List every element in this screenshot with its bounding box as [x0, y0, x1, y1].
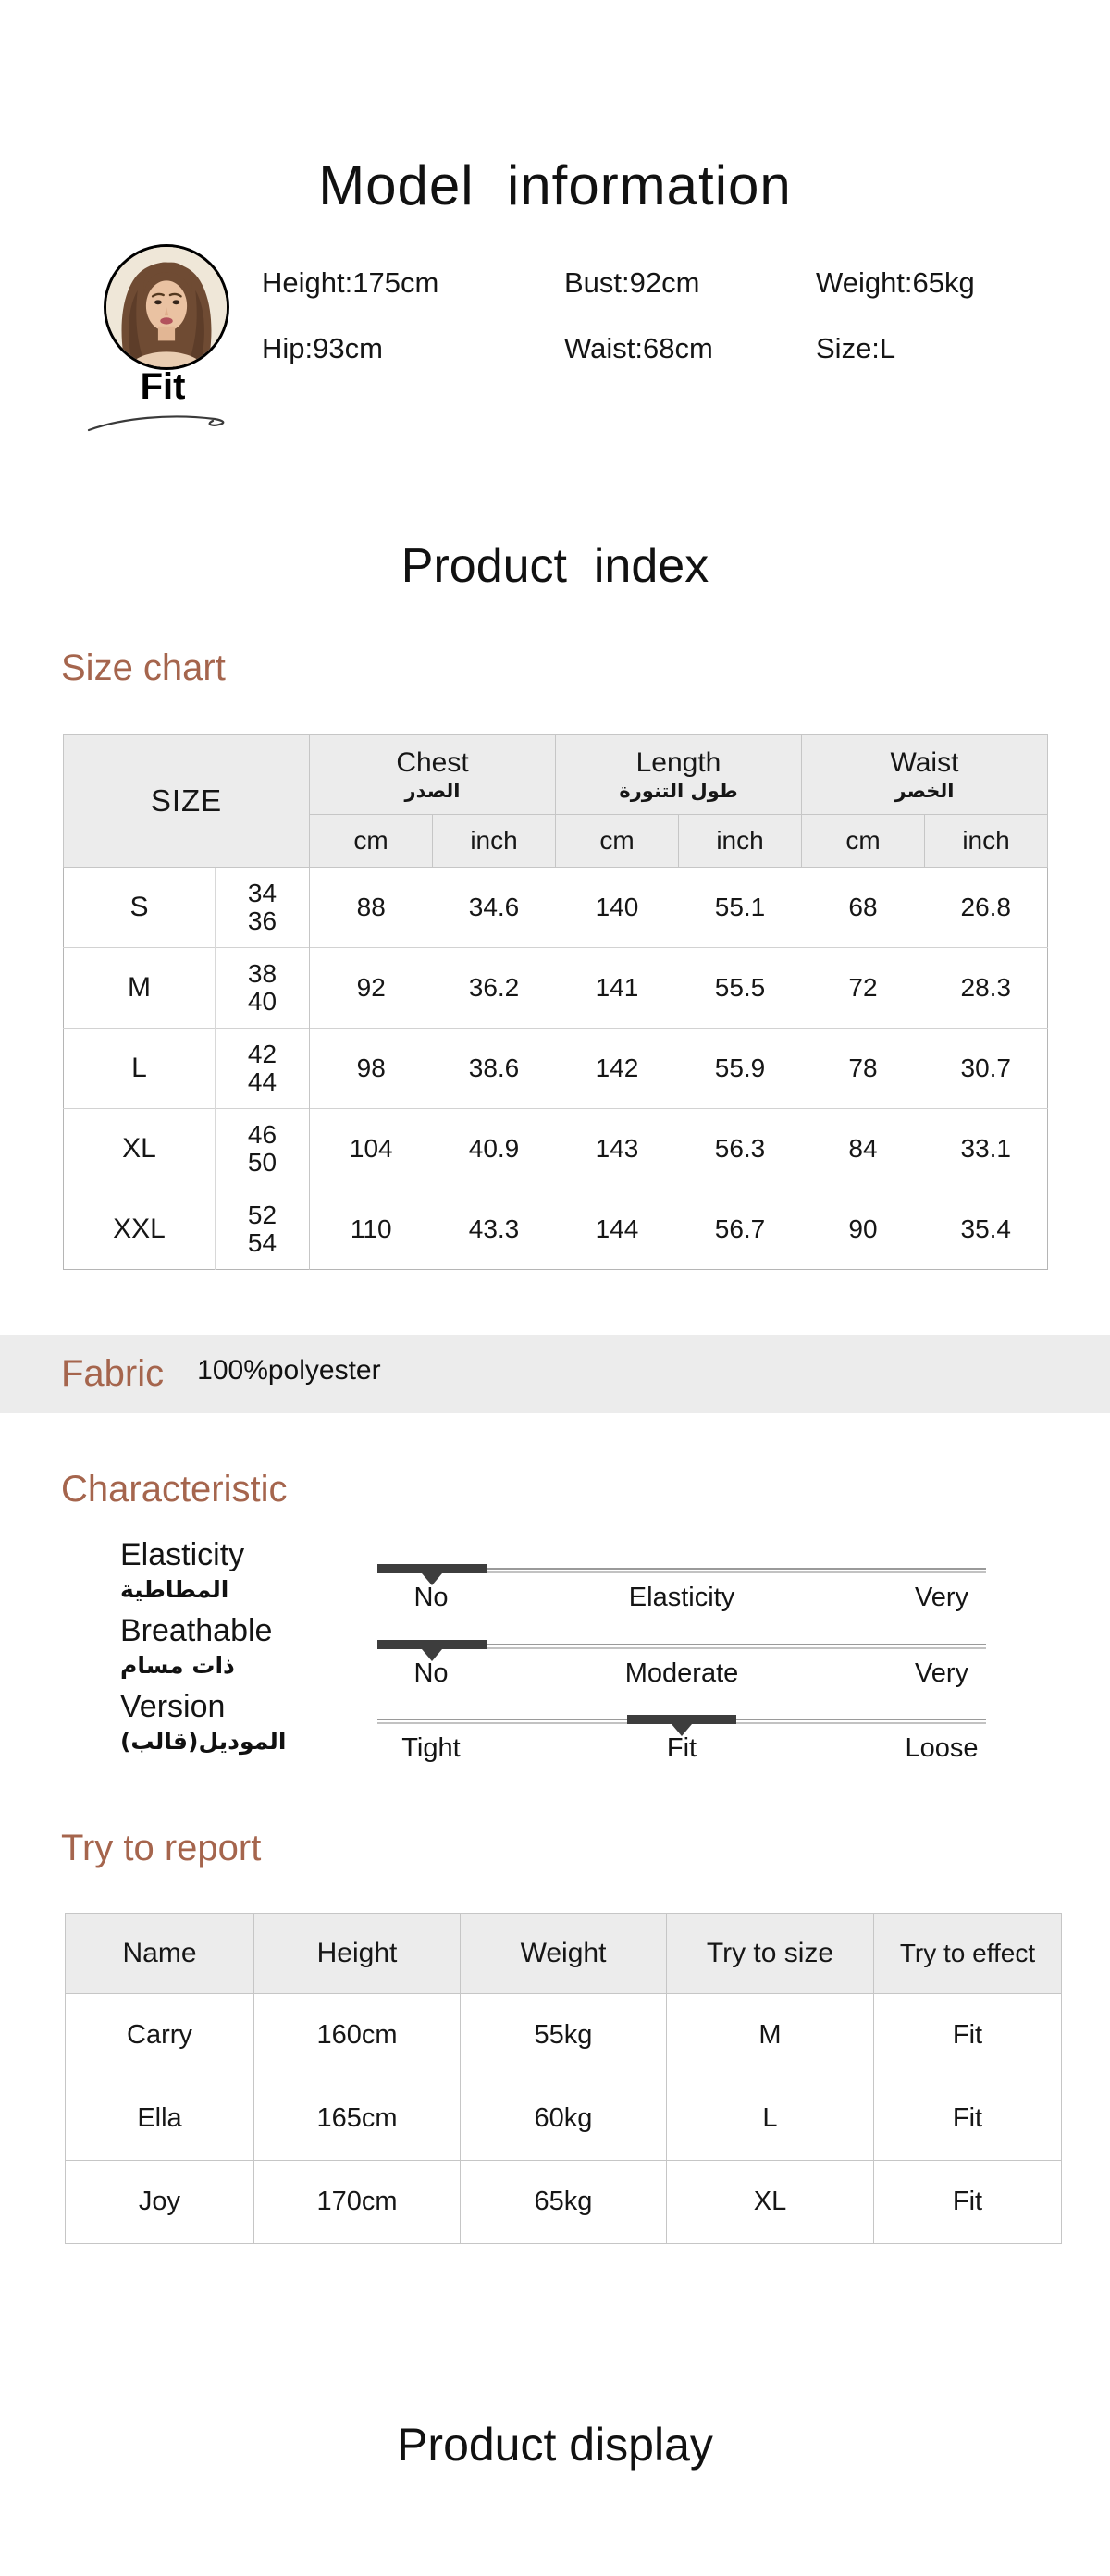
slider-label-low: No — [413, 1658, 449, 1688]
product-display-title: Product display — [397, 2419, 713, 2471]
size-row-xl: XL 46 50 104 40.9 143 56.3 84 33.1 — [64, 1109, 1048, 1189]
unit-inch: inch — [679, 815, 802, 868]
col-header-size: SIZE — [64, 735, 310, 868]
try-to-report-table — [65, 1913, 1062, 2244]
version-title: Version — [120, 1689, 226, 1724]
model-information-title: Model information — [318, 154, 792, 216]
model-stat-size: Size:L — [816, 332, 896, 364]
size-chart-heading: Size chart — [61, 647, 226, 688]
try-row-ella: Ella 165cm 60kg L Fit — [66, 2077, 1062, 2161]
model-stat-height: Height:175cm — [262, 266, 439, 299]
col-header-try-to-size: Try to size — [667, 1914, 874, 1994]
unit-cm: cm — [556, 815, 679, 868]
try-table-header-row — [66, 1914, 1062, 1994]
model-stat-hip: Hip:93cm — [262, 332, 383, 364]
unit-inch: inch — [433, 815, 556, 868]
fit-underline-squiggle — [85, 411, 238, 435]
try-to-report-heading: Try to report — [61, 1828, 262, 1868]
col-header-waist: Waist الخصر — [802, 735, 1048, 815]
breathable-title: Breathable — [120, 1613, 273, 1648]
size-row-l: L 42 44 98 38.6 142 55.9 78 30.7 — [64, 1029, 1048, 1109]
avatar-fit-label: Fit — [140, 366, 186, 407]
model-stat-bust: Bust:92cm — [564, 266, 700, 299]
fabric-band — [0, 1335, 1110, 1413]
slider-label-mid: Elasticity — [628, 1583, 735, 1612]
size-row-s: S 34 36 88 34.6 140 55.1 68 26.8 — [64, 868, 1048, 948]
fabric-heading: Fabric — [61, 1353, 165, 1394]
breathable-title-arabic: ذات مسام — [120, 1652, 235, 1679]
slider-label-mid: Fit — [666, 1733, 697, 1763]
col-header-try-to-effect: Try to effect — [874, 1914, 1062, 1994]
size-row-xxl: XXL 52 54 110 43.3 144 56.7 90 35.4 — [64, 1189, 1048, 1270]
model-portrait-illustration — [106, 247, 227, 367]
slider-fill — [377, 1564, 487, 1573]
col-header-length: Length طول التنورة — [556, 735, 802, 815]
elasticity-title: Elasticity — [120, 1537, 245, 1572]
unit-inch: inch — [925, 815, 1048, 868]
slider-label-mid: Moderate — [624, 1658, 739, 1688]
col-header-weight: Weight — [461, 1914, 667, 1994]
version-title-arabic: الموديل(قالب) — [120, 1728, 287, 1755]
elasticity-title-arabic: المطاطية — [120, 1576, 229, 1603]
slider-label-low: No — [413, 1583, 449, 1612]
product-index-title: Product index — [401, 539, 709, 593]
slider-fill — [627, 1715, 736, 1724]
try-row-joy: Joy 170cm 65kg XL Fit — [66, 2161, 1062, 2244]
size-chart-table — [63, 734, 1048, 1270]
fabric-value: 100%polyester — [197, 1354, 381, 1386]
unit-cm: cm — [310, 815, 433, 868]
col-header-name: Name — [66, 1914, 254, 1994]
slider-fill — [377, 1640, 487, 1649]
model-stat-waist: Waist:68cm — [564, 332, 713, 364]
slider-label-high: Loose — [905, 1733, 979, 1763]
slider-label-high: Very — [914, 1658, 969, 1688]
model-avatar — [104, 244, 229, 370]
model-stat-weight: Weight:65kg — [816, 266, 975, 299]
col-header-chest: Chest الصدر — [310, 735, 556, 815]
size-row-m: M 38 40 92 36.2 141 55.5 72 28.3 — [64, 948, 1048, 1029]
slider-label-low: Tight — [401, 1733, 461, 1763]
try-row-carry: Carry 160cm 55kg M Fit — [66, 1994, 1062, 2077]
characteristic-heading: Characteristic — [61, 1469, 288, 1510]
col-header-height: Height — [254, 1914, 461, 1994]
slider-label-high: Very — [914, 1583, 969, 1612]
unit-cm: cm — [802, 815, 925, 868]
